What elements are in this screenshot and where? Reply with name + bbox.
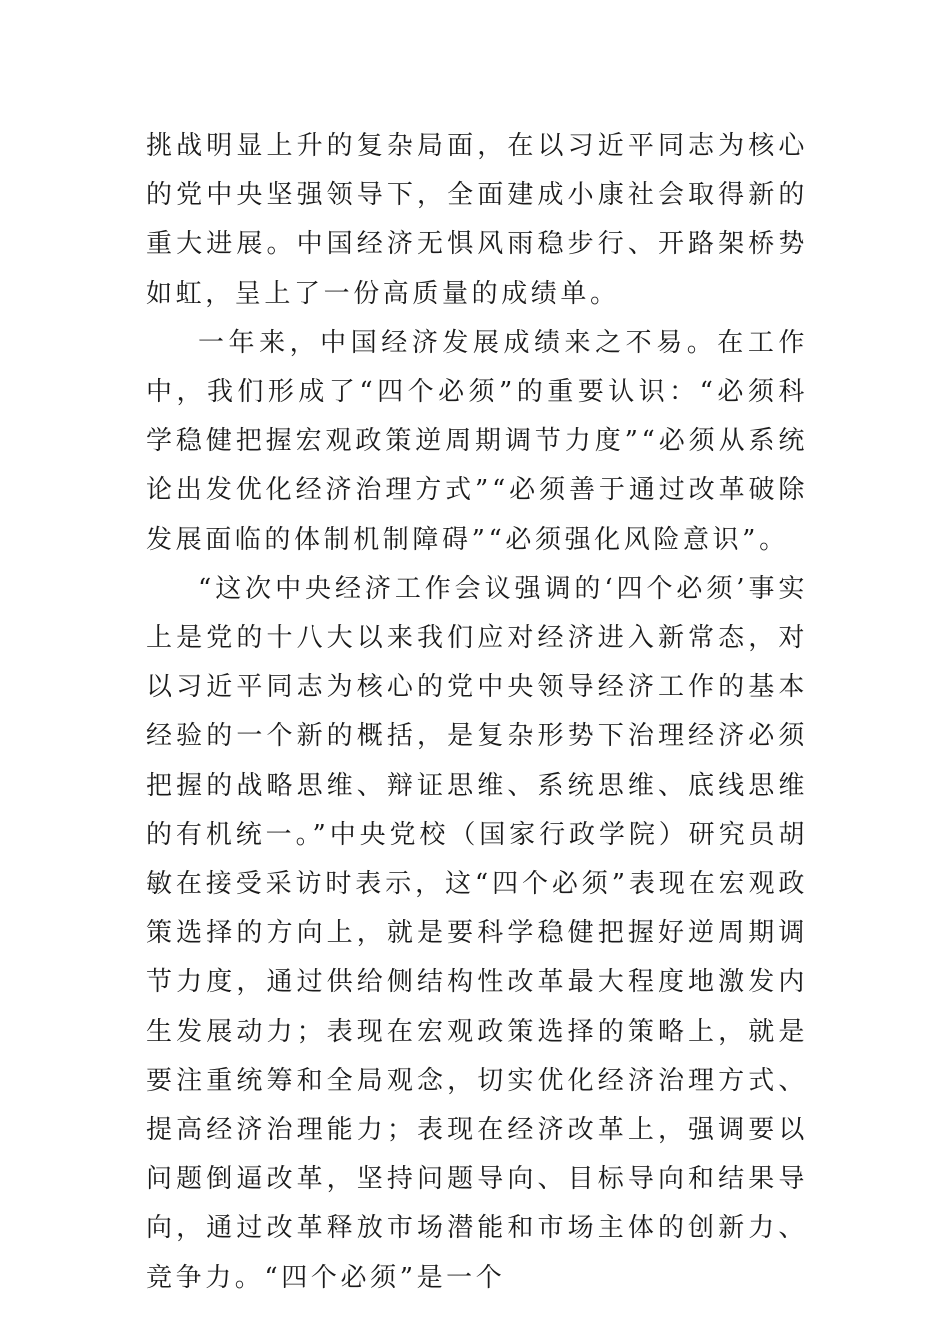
paragraph-continued: 挑战明显上升的复杂局面，在以习近平同志为核心的党中央坚强领导下，全面建成小康社会取得新的重大进展。中国经济无惧风雨稳步行、开路架桥势如虹，呈上了一份高质量的成绩单。 xyxy=(146,131,808,309)
paragraph-expert-quote: “这次中央经济工作会议强调的‘四个必须’事实上是党的十八大以来我们应对经济进入新常态，对以习近平同志为核心的党中央领导经济工作的基本经验的一个新的概括，是复杂形势下治理经济必须把握的战略思维、辩证思维、系统思维、底线思维的有机统一。”中央党校（国家行政学院）研究员胡敏在接受采访时表示，这“四个必须”表现在宏观政策选择的方向上，就是要科学稳健把握好逆周期调节力度，通过供给侧结构性改革最大程度地激发内生发展动力；表现在宏观政策选择的策略上，就是要注重统筹和全局观念，切实优化经济治理方式、提高经济治理能力；表现在经济改革上，强调要以问题倒逼改革，坚持问题导向、目标导向和结果导向，通过改革释放市场潜能和市场主体的创新力、竞争力。“四个必须”是一个 xyxy=(146,573,808,1293)
body-text xyxy=(146,122,808,1303)
paragraph-four-musts: 一年来，中国经济发展成绩来之不易。在工作中，我们形成了“四个必须”的重要认识：“必须科学稳健把握宏观政策逆周期调节力度”“必须从系统论出发优化经济治理方式”“必须善于通过改革破除发展面临的体制机制障碍”“必须强化风险意识”。 xyxy=(146,327,808,555)
